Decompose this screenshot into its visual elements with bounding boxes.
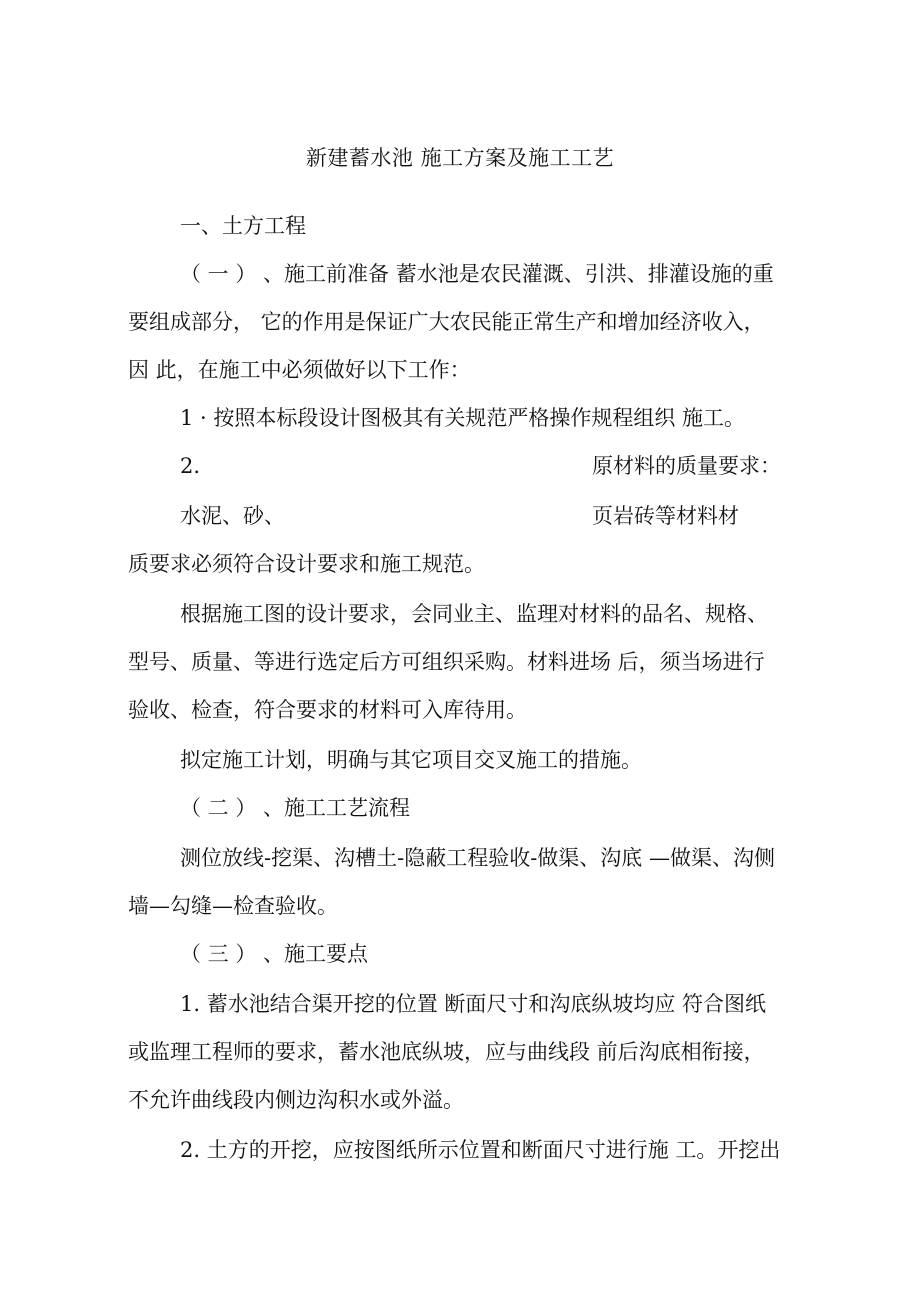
paragraph-line: 1. 蓄水池结合渠开挖的位置 断面尺寸和沟底纵坡均应 符合图纸 bbox=[180, 992, 767, 1016]
paragraph-line: 墙—勾缝—检查验收。 bbox=[128, 894, 338, 918]
paragraph-line: 2. 土方的开挖，应按图纸所示位置和断面尺寸进行施 工。开挖出 bbox=[180, 1138, 781, 1162]
document-title: 新建蓄水池 施工方案及施工工艺 bbox=[305, 146, 615, 170]
list-item-text: 原材料的质量要求： bbox=[592, 454, 781, 478]
paragraph-line: 验收、检查，符合要求的材料可入库待用。 bbox=[128, 698, 527, 722]
paragraph-line: 页岩砖等材料材 bbox=[592, 504, 739, 528]
paragraph-line: 拟定施工计划，明确与其它项目交叉施工的措施。 bbox=[180, 748, 642, 772]
section-heading-key-points: （ 三 ） 、施工要点 bbox=[180, 942, 369, 966]
list-item: 1 · 按照本标段设计图极其有关规范严格操作规程组织 施工。 bbox=[180, 406, 746, 430]
paragraph-line: 不允许曲线段内侧边沟积水或外溢。 bbox=[128, 1088, 464, 1112]
section-heading-earthwork: 一、土方工程 bbox=[180, 214, 306, 238]
list-item-number: 2. bbox=[180, 454, 201, 478]
paragraph-line: 或监理工程师的要求，蓄水池底纵坡，应与曲线段 前后沟底相衔接， bbox=[128, 1040, 765, 1064]
paragraph-line: 水泥、砂、 bbox=[180, 504, 285, 528]
paragraph-line: 根据施工图的设计要求，会同业主、监理对材料的品名、规格、 bbox=[180, 602, 768, 626]
paragraph-line: 测位放线-挖渠、沟槽土-隐蔽工程验收-做渠、沟底 —做渠、沟侧 bbox=[180, 846, 775, 870]
paragraph-line: 因 此，在施工中必须做好以下工作： bbox=[128, 358, 471, 382]
section-heading-process: （ 二 ） 、施工工艺流程 bbox=[180, 796, 411, 820]
paragraph-line: 型号、质量、等进行选定后方可组织采购。材料进场 后，须当场进行 bbox=[128, 650, 765, 674]
paragraph-line: （ 一 ） 、施工前准备 蓄水池是农民灌溉、引洪、排灌设施的重 bbox=[180, 262, 774, 286]
paragraph-line: 要组成部分， 它的作用是保证广大农民能正常生产和增加经济收入， bbox=[128, 310, 765, 334]
paragraph-line: 质要求必须符合设计要求和施工规范。 bbox=[128, 552, 485, 576]
